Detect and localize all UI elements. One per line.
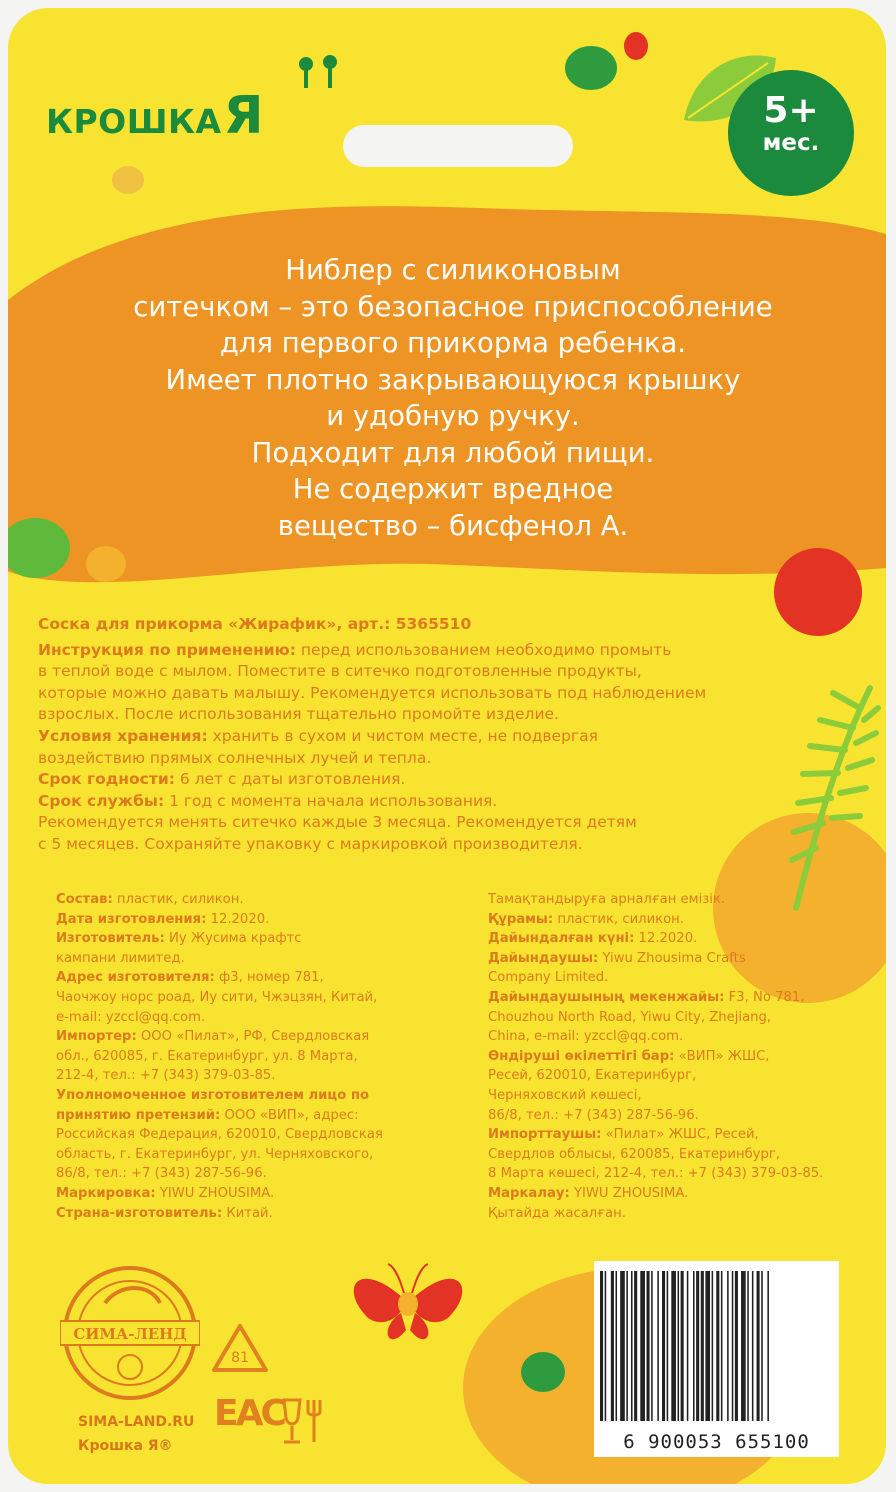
barcode-bar: [667, 1271, 669, 1421]
barcode-number: 6 900053 655100: [623, 1431, 810, 1453]
kz-marking-label: Маркалау:: [488, 1185, 570, 1201]
storage-text: хранить в сухом и чистом месте, не подвергая: [207, 726, 598, 745]
orange-dot-top-left: [112, 166, 144, 194]
description-line: Подходит для любой пищи.: [251, 436, 655, 469]
barcode-bar: [681, 1271, 684, 1421]
description-line: Не содержит вредное: [292, 473, 614, 505]
barcode-bar: [611, 1271, 614, 1421]
barcode-bar: [747, 1271, 749, 1421]
barcode-bar: [727, 1271, 729, 1421]
footer-brand: Крошка Я®: [78, 1438, 173, 1454]
ru-marking-value: YIWU ZHOUSIMA.: [155, 1185, 275, 1201]
barcode-bar: [678, 1271, 680, 1421]
food-safe-icon: [278, 1396, 332, 1446]
barcode-bar: [626, 1271, 628, 1421]
ru-maker-value: кампани лимитед.: [56, 950, 185, 966]
kz-title: Тамақтандыруға арналған емізік.: [488, 892, 726, 907]
instructions-block: [38, 614, 818, 856]
recycle-code: 81: [231, 1350, 249, 1366]
age-badge: [728, 70, 854, 196]
barcode-bar: [651, 1271, 653, 1421]
description-line: Ниблер с силиконовым: [285, 254, 621, 286]
kz-country: Қытайда жасалған.: [488, 1205, 626, 1221]
barcode-bar: [631, 1271, 633, 1421]
barcode-bar: [616, 1271, 618, 1421]
barcode-bar: [671, 1271, 676, 1421]
kz-address-label: Дайындаушының мекенжайы:: [488, 989, 725, 1005]
age-number: 5+: [763, 90, 819, 131]
ru-composition-label: Состав:: [56, 892, 113, 907]
barcode-bar: [752, 1271, 754, 1421]
ru-authorized-label: Уполномоченное изготовителем лицо по: [56, 1087, 370, 1103]
description-line: вещество – бисфенол А.: [277, 509, 629, 542]
kz-importer-value: Свердлов облысы, 620085, Екатеринбург,: [488, 1146, 781, 1162]
barcode-bar: [620, 1271, 625, 1421]
kz-rep-value: Ресей, 620010, Екатеринбург,: [488, 1068, 697, 1084]
site-link[interactable]: SIMA-LAND.RU: [78, 1414, 195, 1430]
kz-importer-value: «Пилат» ЖШС, Ресей,: [601, 1127, 759, 1143]
usage-text: взрослых. После использования тщательно промойте изделие.: [38, 705, 559, 724]
ru-marking-label: Маркировка:: [56, 1185, 156, 1201]
service-text: 1 год с момента начала использования.: [164, 791, 498, 810]
ru-authorized-value: ООО «ВИП», адрес:: [220, 1107, 359, 1123]
kz-importer-value: 8 Марта көшесі, 212-4, тел.: +7 (343) 379-03-85.: [488, 1166, 824, 1182]
barcode-bar: [687, 1271, 689, 1421]
product-title: Соска для прикорма «Жирафик», арт.: 5365510: [38, 615, 472, 633]
barcode-bar: [657, 1271, 659, 1421]
ru-authorized-value: область, г. Екатеринбург, ул. Черняховского,: [56, 1146, 374, 1162]
storage-label: Условия хранения:: [38, 726, 208, 745]
storage-text: воздействию прямых солнечных лучей и тепла.: [38, 748, 432, 767]
barcode-bar: [696, 1271, 699, 1421]
hang-hole: [343, 125, 573, 167]
kz-importer-label: Импорттаушы:: [488, 1127, 602, 1143]
logo-text: КРОШКА: [46, 102, 222, 141]
kz-marking-value: YIWU ZHOUSIMA.: [569, 1185, 689, 1201]
ru-date-value: 12.2020.: [206, 911, 270, 927]
usage-label: Инструкция по применению:: [38, 640, 296, 659]
footer: [78, 1410, 194, 1458]
shelf-label: Срок годности:: [38, 770, 175, 789]
recommendation-text: с 5 месяцев. Сохраняйте упаковку с маркировкой производителя.: [38, 834, 583, 853]
kz-maker-label: Дайындаушы:: [488, 950, 599, 966]
ru-address-label: Адрес изготовителя:: [56, 970, 215, 986]
logo-letter: Я: [223, 86, 265, 146]
recycle-icon: [208, 1320, 272, 1378]
barcode-bar: [716, 1271, 719, 1421]
barcode-bar: [647, 1271, 650, 1421]
ru-composition-value: пластик, силикон.: [112, 892, 244, 907]
kz-address-value: Chouzhou North Road, Yiwu City, Zhejiang,: [488, 1009, 772, 1025]
barcode: [594, 1261, 839, 1457]
ru-address-value: ф3, номер 781,: [214, 970, 324, 986]
ru-address-value: e-mail: yzccl@qq.com.: [56, 1009, 206, 1025]
barcode-bar: [735, 1271, 738, 1421]
usage-text: в теплой воде с мылом. Поместите в ситечко подготовленные продукты,: [38, 662, 642, 681]
ru-date-label: Дата изготовления:: [56, 911, 207, 927]
orange-dot-left: [86, 546, 126, 582]
ru-importer-value: обл., 620085, г. Екатеринбург, ул. 8 Марта,: [56, 1048, 358, 1064]
barcode-bar: [705, 1271, 710, 1421]
age-unit: мес.: [762, 130, 820, 156]
service-label: Срок службы:: [38, 791, 165, 810]
barcode-bar: [640, 1271, 645, 1421]
eac-mark: ЕАС: [214, 1393, 284, 1434]
kz-date-label: Дайындалған күні:: [488, 931, 635, 947]
usage-text: перед использованием необходимо промыть: [295, 640, 672, 659]
kz-composition-value: пластик, силикон.: [553, 911, 684, 927]
ru-authorized-label: принятию претензий:: [56, 1107, 221, 1123]
barcode-bars: [600, 1271, 833, 1421]
kz-address-value: F3, No 781,: [724, 989, 805, 1005]
ru-country-label: Страна-изготовитель:: [56, 1205, 223, 1221]
kz-rep-label: Өндіруші өкілеттігі бар:: [488, 1048, 675, 1064]
kz-maker-value: Company Limited.: [488, 970, 609, 986]
barcode-bar: [701, 1271, 704, 1421]
barcode-bar: [732, 1271, 734, 1421]
barcode-bar: [757, 1271, 760, 1421]
brand-logo: [46, 86, 264, 146]
ru-country-value: Китай.: [222, 1205, 273, 1221]
kz-address-value: China, e-mail: yzccl@qq.com.: [488, 1029, 684, 1045]
giraffe-icon: [294, 54, 344, 94]
barcode-bar: [662, 1271, 665, 1421]
kz-composition-label: Құрамы:: [488, 911, 554, 927]
kz-rep-value: 86/8, тел.: +7 (343) 287-56-96.: [488, 1107, 699, 1123]
barcode-bar: [712, 1271, 714, 1421]
kz-rep-value: «ВИП» ЖШС,: [674, 1048, 770, 1064]
green-dot-bottom: [521, 1352, 565, 1392]
barcode-bar: [693, 1271, 695, 1421]
ru-address-value: Чаочжоу норс роад, Иу сити, Чжэцзян, Китай,: [56, 989, 378, 1005]
barcode-bar: [767, 1271, 769, 1421]
kz-rep-value: Черняховский көшесі,: [488, 1087, 642, 1103]
butterfly-decoration: [354, 1264, 463, 1339]
barcode-bar: [761, 1271, 763, 1421]
description-line: Имеет плотно закрывающуюся крышку: [165, 363, 741, 396]
sima-land-stamp-icon: [60, 1263, 200, 1403]
usage-text: которые можно давать малышу. Рекомендуется использовать под наблюдением: [38, 683, 707, 702]
shelf-text: 6 лет с даты изготовления.: [174, 770, 406, 789]
description-line: ситечком – это безопасное приспособление: [133, 290, 773, 323]
ru-maker-label: Изготовитель:: [56, 931, 165, 947]
ru-authorized-value: 86/8, тел.: +7 (343) 287-56-96.: [56, 1166, 267, 1182]
package-card: [8, 8, 886, 1484]
ru-importer-label: Импортер:: [56, 1029, 137, 1045]
description-line: для первого прикорма ребенка.: [219, 327, 687, 359]
recommendation-text: Рекомендуется менять ситечко каждые 3 месяца. Рекомендуется детям: [38, 813, 637, 832]
ru-maker-value: Иу Жусима крафтс: [164, 931, 302, 947]
barcode-bar: [600, 1271, 603, 1421]
barcode-bar: [605, 1271, 607, 1421]
barcode-bar: [634, 1271, 637, 1421]
kz-date-value: 12.2020.: [634, 931, 698, 947]
barcode-bar: [741, 1271, 746, 1421]
ru-authorized-value: Российская Федерация, 620010, Свердловская: [56, 1127, 383, 1143]
description-line: и удобную ручку.: [326, 400, 580, 432]
product-description: [92, 252, 814, 544]
red-dot-top: [624, 32, 648, 60]
green-dot-top: [565, 46, 617, 90]
kz-maker-value: Yiwu Zhousima Crafts: [598, 950, 746, 966]
barcode-bar: [721, 1271, 723, 1421]
kz-info-block: [488, 890, 878, 1223]
ru-importer-value: ООО «Пилат», РФ, Свердловская: [136, 1029, 370, 1045]
ru-info-block: [56, 890, 476, 1223]
ru-importer-value: 212-4, тел.: +7 (343) 379-03-85.: [56, 1068, 276, 1084]
stamp-text: СИМА-ЛЕНД: [73, 1325, 187, 1343]
